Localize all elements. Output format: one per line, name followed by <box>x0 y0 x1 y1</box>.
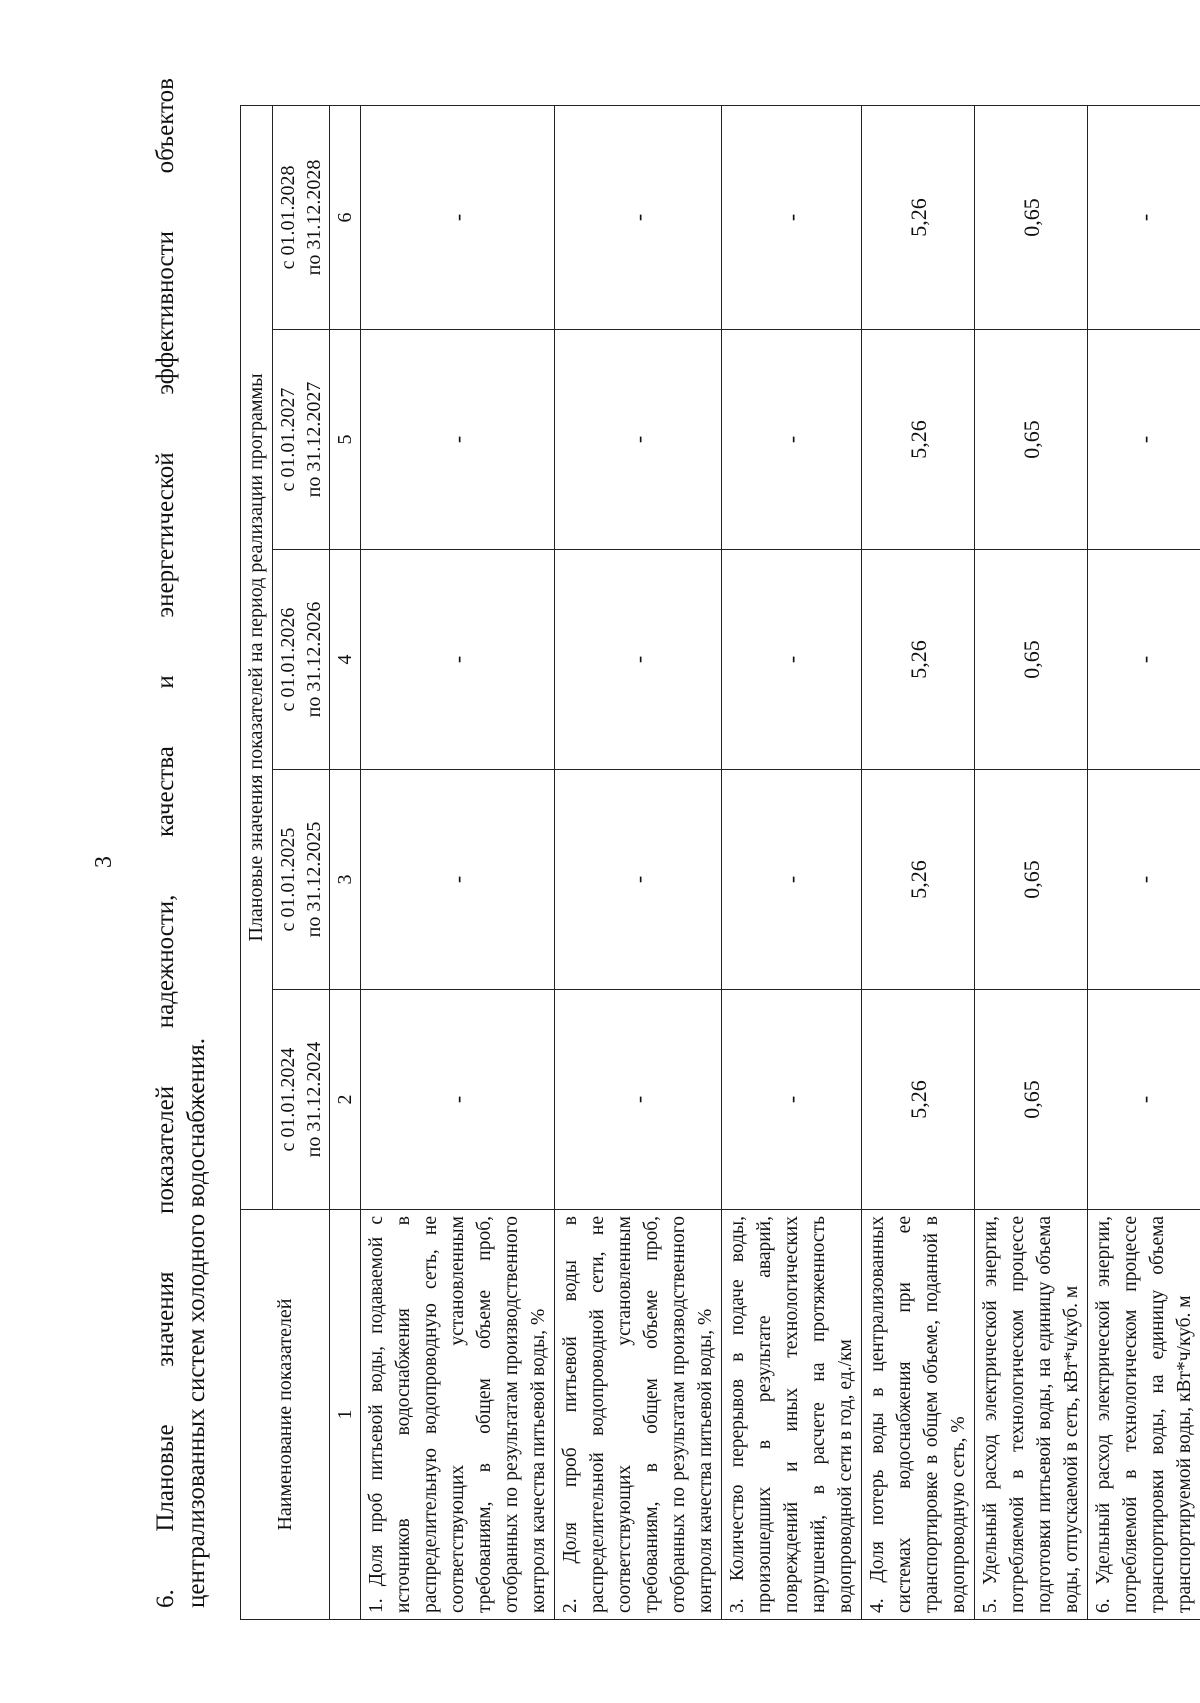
table-row <box>555 105 722 1619</box>
period-header: с 01.01.2027 по 31.12.2027 <box>273 330 330 550</box>
indicator-name: 4. Доля потерь воды в централизованных системах водоснабжения при ее транспортировке в общем объеме, поданной в водопроводную сеть, % <box>862 1210 975 1620</box>
heading-word: энергетической <box>152 452 179 618</box>
period-header: с 01.01.2028 по 31.12.2028 <box>273 105 330 329</box>
col-number: 3 <box>330 770 361 990</box>
indicator-value: - <box>361 550 555 770</box>
indicator-value: - <box>722 770 862 990</box>
indicator-value: - <box>361 330 555 550</box>
indicator-value: 0,65 <box>975 770 1088 990</box>
indicator-value: 0,65 <box>975 330 1088 550</box>
table-row <box>975 105 1088 1619</box>
indicators-table <box>240 105 1200 1620</box>
indicator-value: - <box>1088 330 1200 550</box>
indicator-value: - <box>555 105 722 329</box>
heading-line-2: централизованных систем холодного водоснабжения. <box>183 1038 210 1608</box>
heading-word: Плановые <box>152 1424 179 1532</box>
indicator-value: - <box>555 990 722 1210</box>
heading-word: качества <box>152 746 179 837</box>
col-header-name: Наименование показателей <box>241 1210 330 1620</box>
table-row <box>862 105 975 1619</box>
col-number: 5 <box>330 330 361 550</box>
indicator-value: 0,65 <box>975 990 1088 1210</box>
indicator-value: - <box>722 550 862 770</box>
indicator-value: 5,26 <box>862 990 975 1210</box>
table-row <box>1088 105 1200 1619</box>
heading-line-1 <box>150 78 181 1608</box>
indicator-value: 5,26 <box>862 105 975 329</box>
indicator-value: - <box>1088 990 1200 1210</box>
heading-word: показателей <box>152 1085 179 1214</box>
indicator-name: 1. Доля проб питьевой воды, подаваемой с источников водоснабжения в распределительную водопроводную сеть, не соответствующих установленным требованиям, в общем объеме проб, отобранных по результатам производственного контроля качества питьевой воды, % <box>361 1210 555 1620</box>
indicator-value: - <box>555 770 722 990</box>
indicator-value: - <box>722 330 862 550</box>
table-row <box>722 105 862 1619</box>
indicator-name: 6. Удельный расход электрической энергии, потребляемой в технологическом процессе транспортировки воды, на единицу объема транспортируемой воды, кВт*ч/куб. м <box>1088 1210 1200 1620</box>
indicator-value: - <box>722 105 862 329</box>
col-number: 2 <box>330 990 361 1210</box>
indicator-value: - <box>1088 105 1200 329</box>
indicator-value: - <box>555 550 722 770</box>
section-heading <box>150 72 240 1632</box>
rotated-page-content <box>150 72 1195 1632</box>
col-number: 4 <box>330 550 361 770</box>
indicator-value: 0,65 <box>975 550 1088 770</box>
indicator-name: 2. Доля проб питьевой воды в распределительной водопроводной сети, не соответствующих установленным требованиям, в общем объеме проб, отобранных по результатам производственного контроля качества питьевой воды, % <box>555 1210 722 1620</box>
heading-word: надежности, <box>152 894 179 1029</box>
indicator-value: - <box>361 105 555 329</box>
indicator-value: - <box>1088 550 1200 770</box>
indicator-value: 5,26 <box>862 770 975 990</box>
heading-word: объектов <box>152 78 179 174</box>
period-header: с 01.01.2025 по 31.12.2025 <box>273 770 330 990</box>
indicator-value: - <box>555 330 722 550</box>
indicator-name: 5. Удельный расход электрической энергии, потребляемой в технологическом процессе подготовки питьевой воды, на единицу объема воды, отпускаемой в сеть, кВт*ч/куб. м <box>975 1210 1088 1620</box>
indicator-value: 0,65 <box>975 105 1088 329</box>
indicator-value: 5,26 <box>862 550 975 770</box>
heading-word: и <box>152 675 179 689</box>
table-row <box>361 105 555 1619</box>
heading-word: эффективности <box>152 231 179 395</box>
col-number: 6 <box>330 105 361 329</box>
indicator-name: 3. Количество перерывов в подаче воды, произошедших в результате аварий, повреждений и иных технологических нарушений, в расчете на протяженность водопроводной сети в год, ед./км <box>722 1210 862 1620</box>
indicator-value: - <box>361 990 555 1210</box>
col-header-group: Плановые значения показателей на период реализации программы <box>241 105 273 1209</box>
col-number: 1 <box>330 1210 361 1620</box>
period-header: с 01.01.2026 по 31.12.2026 <box>273 550 330 770</box>
indicator-value: - <box>1088 770 1200 990</box>
indicator-value: 5,26 <box>862 330 975 550</box>
indicator-value: - <box>722 990 862 1210</box>
indicator-value: - <box>361 770 555 990</box>
period-header: с 01.01.2024 по 31.12.2024 <box>273 990 330 1210</box>
heading-word: 6. <box>152 1589 179 1608</box>
page-number: 3 <box>91 856 117 868</box>
heading-word: значения <box>152 1271 179 1367</box>
